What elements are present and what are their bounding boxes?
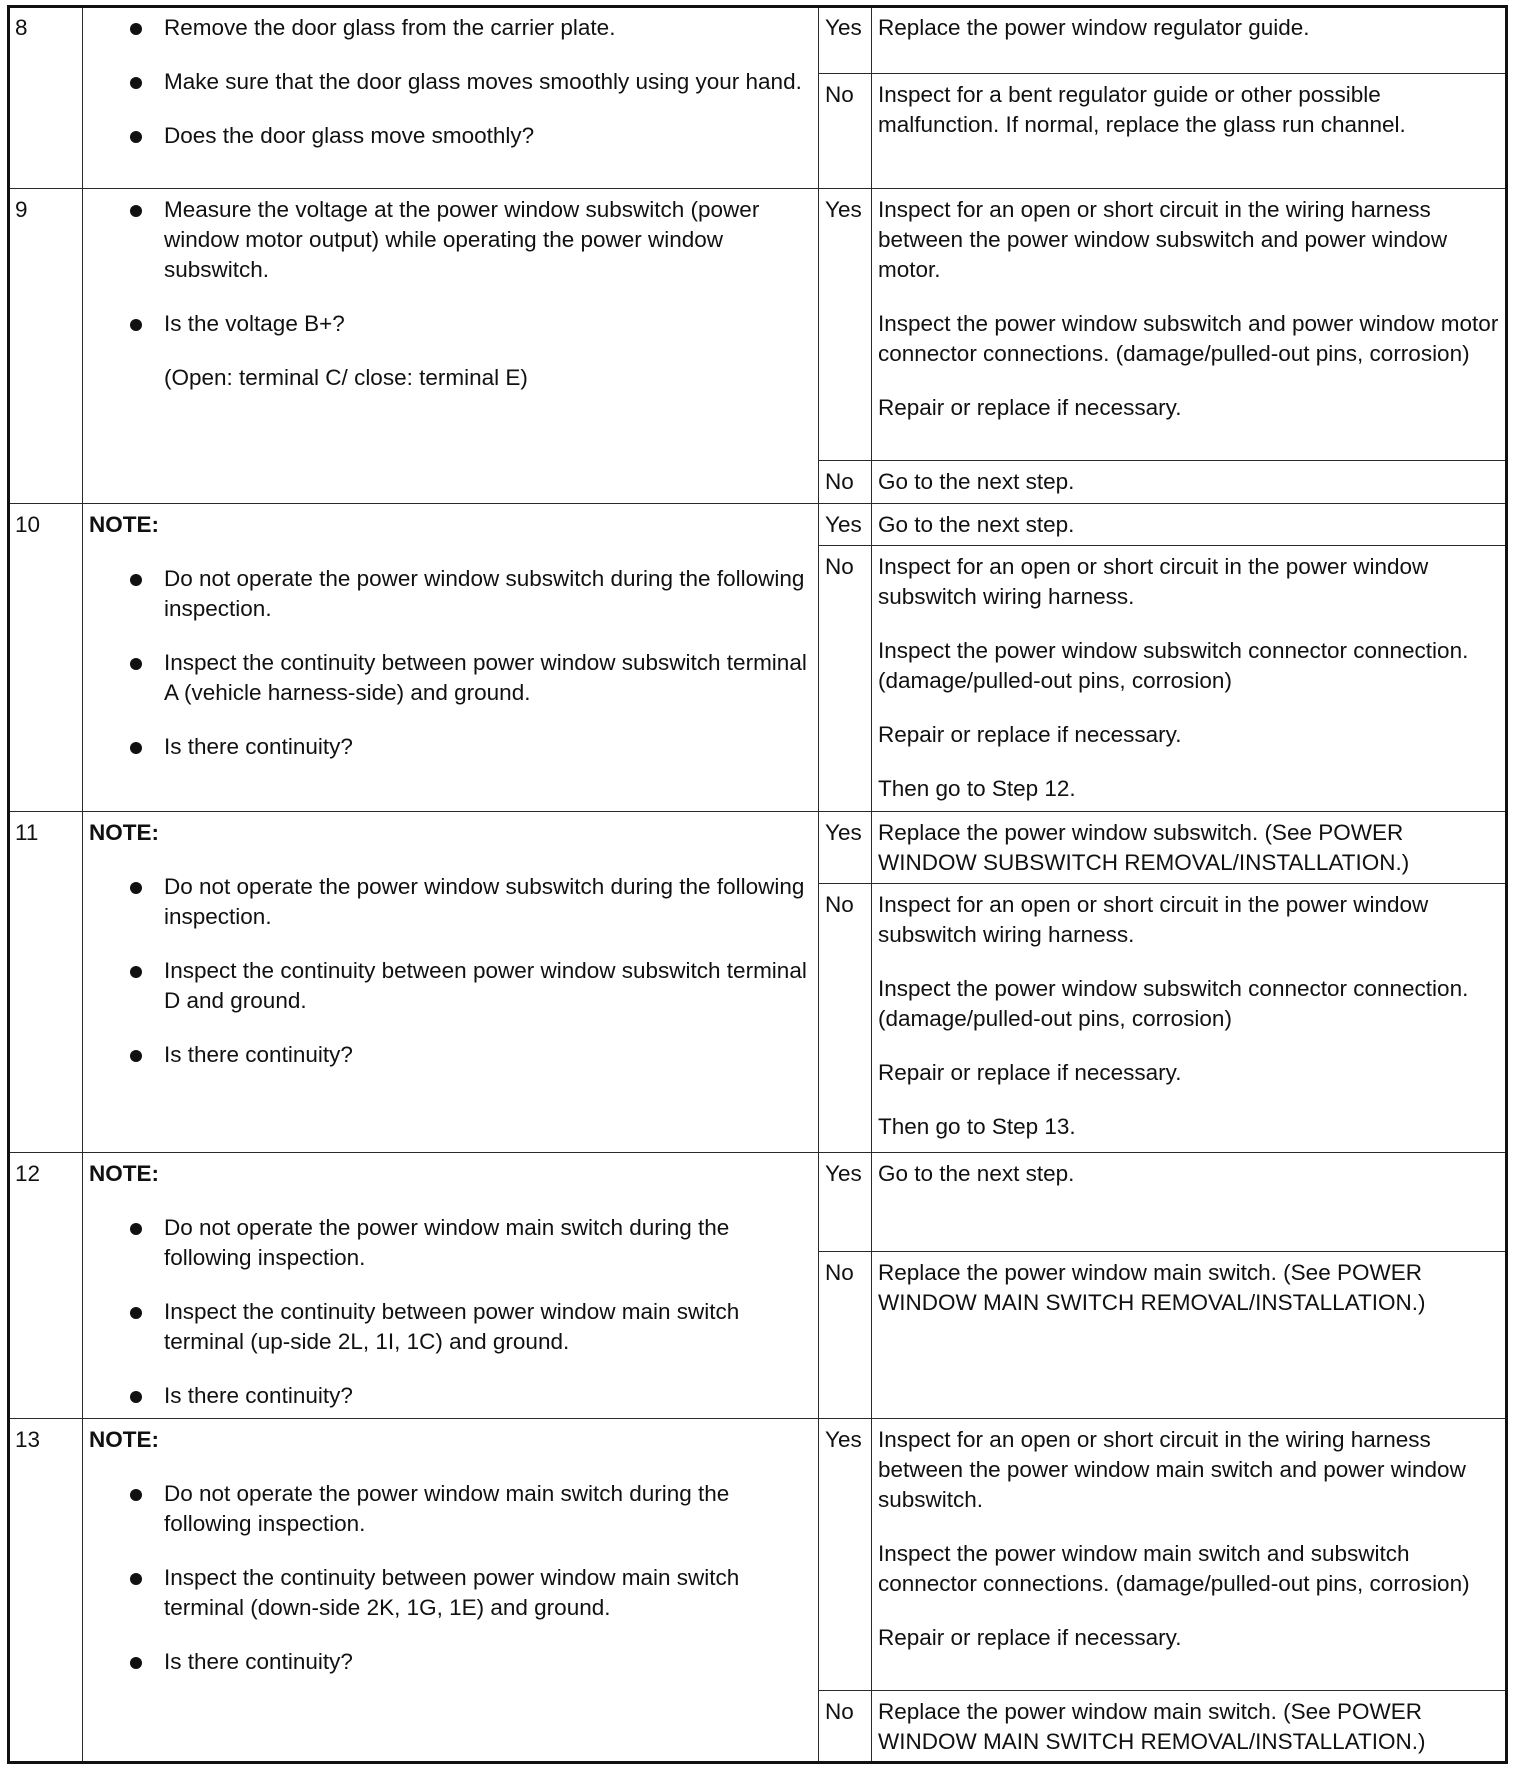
step-11-row: [9, 812, 1508, 884]
action-text: Repair or replace if necessary.: [878, 1625, 1182, 1651]
list-item: Inspect the continuity between power window subswitch terminal A (vehicle harness-side) and ground.: [89, 648, 812, 708]
inspection-cell: [83, 189, 819, 504]
list-item: Make sure that the door glass moves smoothly using your hand.: [89, 67, 812, 97]
no-action: [872, 74, 1508, 189]
step-number: 13: [9, 1419, 83, 1763]
yes-action: [872, 189, 1508, 460]
no-label: No: [819, 74, 872, 189]
action-text: Then go to Step 12.: [878, 775, 1076, 801]
list-item: Is the voltage B+?: [89, 309, 812, 339]
action-text: Inspect for an open or short circuit in the wiring harness between the power window main switch and power window subswitch.: [878, 1427, 1466, 1513]
inspection-cell: [83, 812, 819, 1153]
inspection-list: [89, 1479, 812, 1677]
yes-label: Yes: [819, 7, 872, 74]
yes-action: [872, 503, 1508, 545]
list-item: Do not operate the power window subswitch during the following inspection.: [89, 872, 812, 932]
list-item: Inspect the continuity between power window subswitch terminal D and ground.: [89, 956, 812, 1016]
action-text: Inspect for an open or short circuit in the wiring harness between the power window subswitch and power window motor.: [878, 197, 1448, 283]
no-action: [872, 1690, 1508, 1762]
step-number: 10: [9, 503, 83, 812]
no-label: No: [819, 545, 872, 811]
action-text: Replace the power window subswitch. (See POWER WINDOW SUBSWITCH REMOVAL/INSTALLATION.): [878, 820, 1410, 876]
action-text: Inspect for an open or short circuit in the power window subswitch wiring harness.: [878, 892, 1429, 948]
yes-label: Yes: [819, 812, 872, 884]
no-label: No: [819, 460, 872, 503]
action-text: Then go to Step 13.: [878, 1114, 1076, 1140]
list-item: Do not operate the power window main switch during the following inspection.: [89, 1479, 812, 1539]
no-action: [872, 884, 1508, 1152]
no-label: No: [819, 1690, 872, 1762]
yes-label: Yes: [819, 1152, 872, 1251]
action-text: Inspect the power window main switch and subswitch connector connections. (damage/pulled-out pins, corrosion): [878, 1541, 1470, 1597]
action-text: Replace the power window main switch. (See POWER WINDOW MAIN SWITCH REMOVAL/INSTALLATION.): [878, 1260, 1426, 1316]
diagnostic-table: [8, 6, 1508, 1763]
note-heading: NOTE:: [89, 1160, 159, 1186]
yes-action: [872, 812, 1508, 884]
note-heading: NOTE:: [89, 1427, 159, 1453]
yes-action: [872, 7, 1508, 74]
action-text: Inspect the power window subswitch connector connection. (damage/pulled-out pins, corrosion): [878, 637, 1469, 693]
action-text: Inspect for an open or short circuit in the power window subswitch wiring harness.: [878, 553, 1429, 609]
yes-label: Yes: [819, 1419, 872, 1690]
list-item: Does the door glass move smoothly?: [89, 121, 812, 151]
inspection-list: [89, 1213, 812, 1411]
list-item: Do not operate the power window subswitch during the following inspection.: [89, 564, 812, 624]
inspection-list: [89, 872, 812, 1070]
action-text: Replace the power window main switch. (See POWER WINDOW MAIN SWITCH REMOVAL/INSTALLATION.): [878, 1698, 1426, 1754]
action-text: Go to the next step.: [878, 1160, 1075, 1186]
inspection-cell: [83, 1419, 819, 1763]
inspection-cell: [83, 7, 819, 189]
step-13-row: [9, 1419, 1508, 1690]
action-text: Go to the next step.: [878, 511, 1075, 537]
step-12-row: [9, 1152, 1508, 1251]
no-action: [872, 545, 1508, 811]
action-text: Replace the power window regulator guide.: [878, 15, 1310, 40]
action-text: Inspect the power window subswitch connector connection. (damage/pulled-out pins, corrosion): [878, 976, 1469, 1032]
note-heading: NOTE:: [89, 511, 159, 537]
inspection-list: [89, 195, 812, 339]
yes-label: Yes: [819, 503, 872, 545]
step-8-row: [9, 7, 1508, 74]
no-action: [872, 460, 1508, 503]
step-number: 11: [9, 812, 83, 1153]
step-number: 9: [9, 189, 83, 504]
terminal-hint: (Open: terminal C/ close: terminal E): [164, 365, 528, 391]
action-text: Repair or replace if necessary.: [878, 395, 1182, 421]
no-label: No: [819, 884, 872, 1152]
diagnostic-procedure-sheet: [8, 6, 1507, 1763]
no-action: [872, 1252, 1508, 1419]
list-item: Do not operate the power window main switch during the following inspection.: [89, 1213, 812, 1273]
yes-label: Yes: [819, 189, 872, 460]
action-text: Repair or replace if necessary.: [878, 721, 1182, 747]
list-item: Measure the voltage at the power window subswitch (power window motor output) while operating the power window subswitch.: [89, 195, 812, 285]
yes-action: [872, 1152, 1508, 1251]
inspection-list: [89, 13, 812, 151]
step-9-row: [9, 189, 1508, 460]
action-text: Inspect for a bent regulator guide or other possible malfunction. If normal, replace the glass run channel.: [878, 82, 1406, 138]
list-item: Inspect the continuity between power window main switch terminal (up-side 2L, 1I, 1C) and ground.: [89, 1297, 812, 1357]
inspection-cell: [83, 503, 819, 812]
step-number: 8: [9, 7, 83, 189]
step-10-row: [9, 503, 1508, 545]
note-heading: NOTE:: [89, 820, 159, 846]
yes-action: [872, 1419, 1508, 1690]
list-item: Is there continuity?: [89, 1040, 812, 1070]
list-item: Is there continuity?: [89, 1647, 812, 1677]
no-label: No: [819, 1252, 872, 1419]
inspection-list: [89, 564, 812, 762]
action-text: Repair or replace if necessary.: [878, 1060, 1182, 1086]
list-item: Inspect the continuity between power window main switch terminal (down-side 2K, 1G, 1E) and ground.: [89, 1563, 812, 1623]
action-text: Inspect the power window subswitch and power window motor connector connections. (damage/pulled-out pins, corrosion): [878, 311, 1499, 367]
action-text: Go to the next step.: [878, 468, 1075, 494]
inspection-cell: [83, 1152, 819, 1418]
list-item: Is there continuity?: [89, 732, 812, 762]
list-item: Is there continuity?: [89, 1381, 812, 1411]
step-number: 12: [9, 1152, 83, 1418]
list-item: Remove the door glass from the carrier plate.: [89, 13, 812, 43]
